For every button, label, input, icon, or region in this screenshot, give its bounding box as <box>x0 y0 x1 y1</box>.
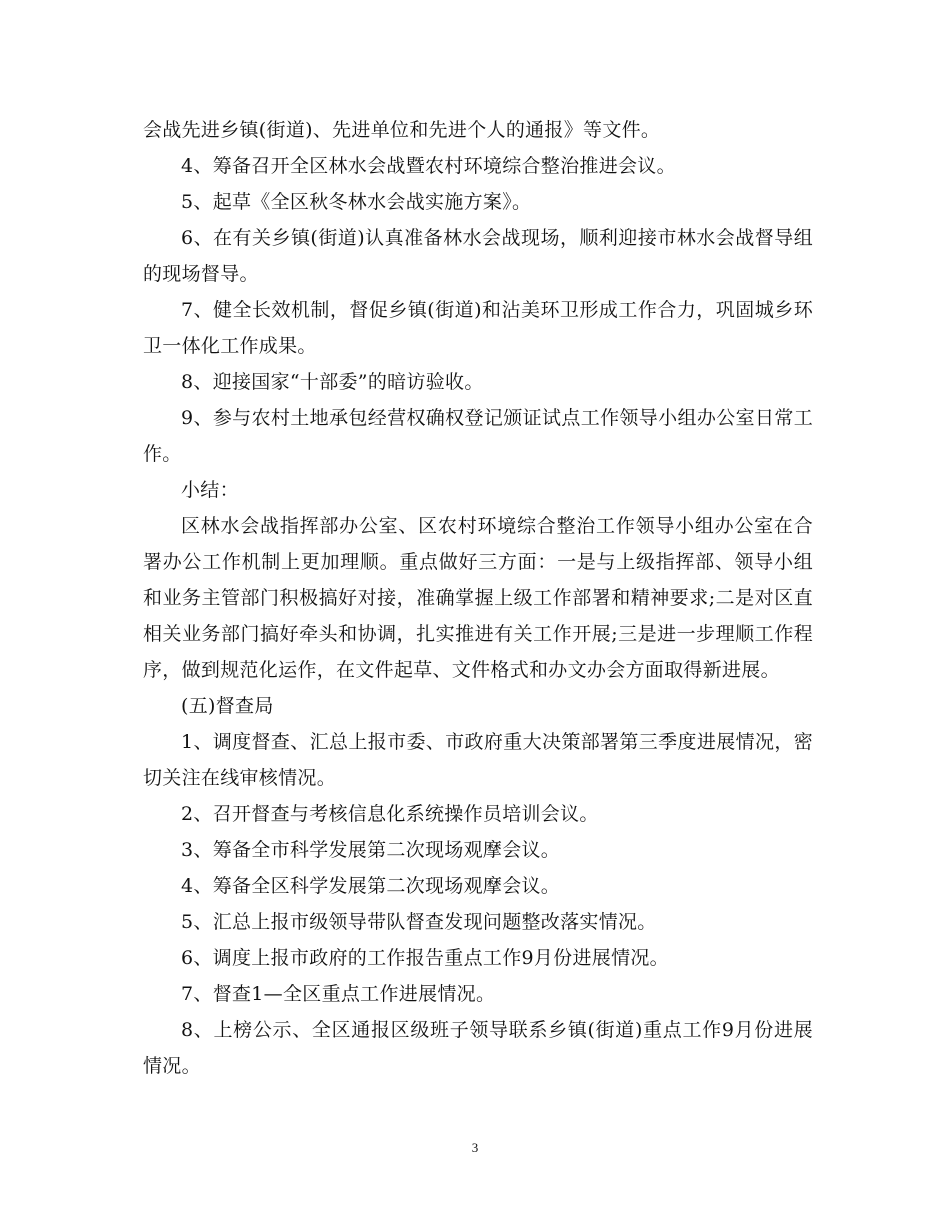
section-label-summary: 小结： <box>181 479 239 501</box>
paragraph: 区林水会战指挥部办公室、区农村环境综合整治工作领导小组办公室在合署办公工作机制上更加理顺。重点做好三方面：一是与上级指挥部、领导小组和业务主管部门积极搞好对接，准确掌握上级工作部署和精神要求;二是对区直相关业务部门搞好牵头和协调，扎实推进有关工作开展;三是进一步理顺工作程序，做到规范化运作，在文件起草、文件格式和办文办会方面取得新进展。 <box>143 515 813 681</box>
paragraph: 2、召开督查与考核信息化系统操作员培训会议。 <box>181 803 599 825</box>
paragraph: 9、参与农村土地承包经营权确权登记颁证试点工作领导小组办公室日常工作。 <box>143 407 813 465</box>
paragraph: 4、筹备召开全区林水会战暨农村环境综合整治推进会议。 <box>181 155 676 177</box>
paragraph: 5、汇总上报市级领导带队督查发现问题整改落实情况。 <box>181 911 657 933</box>
paragraph: 1、调度督查、汇总上报市委、市政府重大决策部署第三季度进展情况，密切关注在线审核情况。 <box>143 731 813 789</box>
document-body <box>143 112 813 1084</box>
paragraph: 6、在有关乡镇(街道)认真准备林水会战现场，顺利迎接市林水会战督导组的现场督导。 <box>143 227 813 285</box>
paragraph: 8、上榜公示、全区通报区级班子领导联系乡镇(街道)重点工作9月份进展情况。 <box>143 1019 813 1077</box>
paragraph: 7、督查1—全区重点工作进展情况。 <box>181 983 496 1005</box>
paragraph: 6、调度上报市政府的工作报告重点工作9月份进展情况。 <box>181 947 669 969</box>
page-number: 3 <box>471 1140 479 1155</box>
paragraph: 会战先进乡镇(街道)、先进单位和先进个人的通报》等文件。 <box>143 119 661 141</box>
paragraph: 3、筹备全市科学发展第二次现场观摩会议。 <box>181 839 561 861</box>
paragraph: 7、健全长效机制，督促乡镇(街道)和沾美环卫形成工作合力，巩固城乡环卫一体化工作成果。 <box>143 299 813 357</box>
paragraph: 4、筹备全区科学发展第二次现场观摩会议。 <box>181 875 561 897</box>
section-heading-supervision-bureau: (五)督查局 <box>181 695 274 717</box>
paragraph: 5、起草《全区秋冬林水会战实施方案》。 <box>181 191 532 213</box>
paragraph: 8、迎接国家“十部委”的暗访验收。 <box>181 371 484 393</box>
